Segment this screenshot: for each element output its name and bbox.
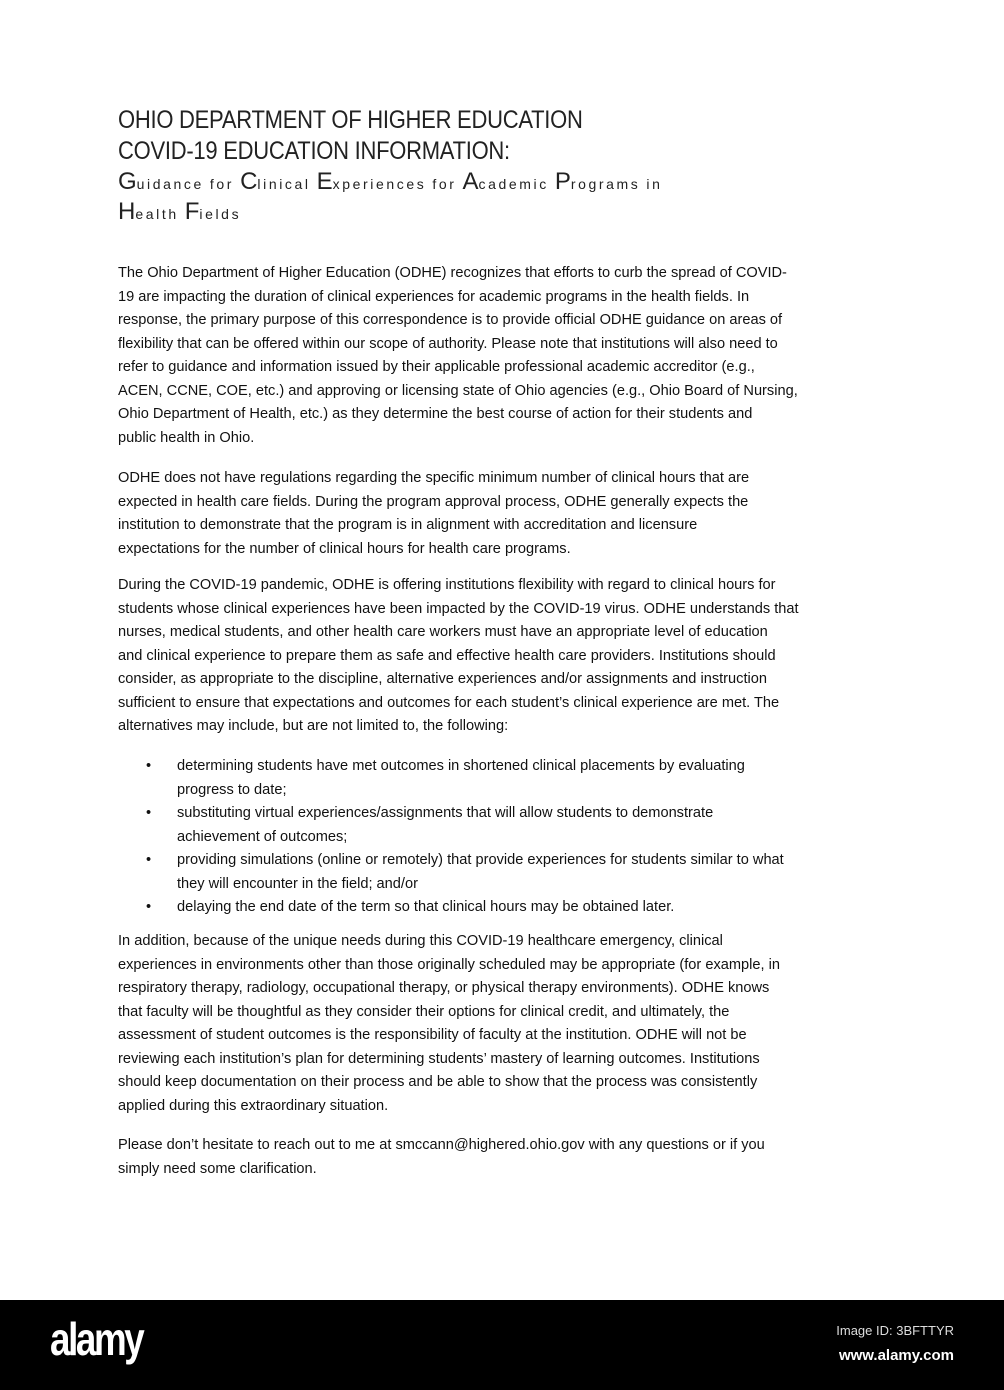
text-line: achievement of outcomes;	[177, 828, 348, 845]
text-line: alternatives may include, but are not limited to, the following:	[118, 718, 509, 734]
site-url: www.alamy.com	[838, 1347, 954, 1364]
paragraph-flexibility	[118, 574, 799, 739]
text-line: nurses, medical students, and other health care workers must have an appropriate level of education	[118, 624, 768, 640]
text-line: sufficient to ensure that expectations and outcomes for each student’s clinical experience are met. The	[118, 694, 780, 711]
bullet-icon: •	[146, 852, 152, 868]
subtitle-word: Guidance	[118, 168, 204, 195]
paragraph-contact	[118, 1134, 765, 1181]
paragraph-regulations	[118, 467, 749, 561]
text-line: experiences in environments other than those originally scheduled may be appropriate (for example, in	[118, 956, 780, 973]
text-line: substituting virtual experiences/assignments that will allow students to demonstrate	[177, 805, 714, 821]
text-line: The Ohio Department of Higher Education (ODHE) recognizes that efforts to curb the spread of COVID-	[118, 265, 787, 281]
text-line: progress to date;	[177, 781, 287, 798]
text-line: public health in Ohio.	[118, 429, 255, 446]
document-subtitle-line1	[118, 168, 669, 196]
text-line: expected in health care fields. During the program approval process, ODHE generally expects the	[118, 493, 749, 510]
subtitle-word: Academic	[462, 168, 549, 195]
subtitle-word: Clinical	[240, 168, 311, 195]
text-line: flexibility that can be offered within our scope of authority. Please note that institutions will also need to	[118, 335, 778, 352]
text-line: 19 are impacting the duration of clinical experiences for academic programs in the health fields. In	[118, 288, 750, 305]
subtitle-word: Programs	[554, 168, 641, 195]
text-line: During the COVID-19 pandemic, ODHE is offering institutions flexibility with regard to clinical hours for	[118, 577, 776, 593]
paragraph-intro	[118, 262, 798, 450]
list-item	[146, 849, 784, 896]
text-line: refer to guidance and information issued by their applicable professional academic accreditor (e.g.,	[118, 359, 755, 375]
text-line: ODHE does not have regulations regarding the specific minimum number of clinical hours that are	[118, 470, 750, 486]
subtitle-word: Fields	[184, 198, 242, 225]
text-line: determining students have met outcomes in shortened clinical placements by evaluating	[177, 758, 745, 774]
document-subtitle-line2	[118, 198, 247, 226]
alternatives-list	[146, 755, 784, 920]
subtitle-word: in	[646, 176, 663, 192]
list-item	[146, 802, 784, 849]
text-line: applied during this extraordinary situation.	[118, 1097, 389, 1114]
text-line: should keep documentation on their process and be able to show that the process was consistently	[118, 1074, 758, 1090]
text-line: institution to demonstrate that the program is in alignment with accreditation and licensure	[118, 517, 698, 533]
paragraph-additional	[118, 930, 780, 1118]
text-line: respiratory therapy, radiology, occupational therapy, or physical therapy environments). ODHE knows	[118, 980, 770, 996]
text-line: Please don’t hesitate to reach out to me at smccann@highered.ohio.gov with any questions or if you	[118, 1137, 765, 1153]
text-line: and clinical experience to prepare them as safe and effective health care providers. Institutions should	[118, 647, 776, 664]
text-line: providing simulations (online or remotely) that provide experiences for students similar to what	[177, 852, 784, 868]
text-line: delaying the end date of the term so that clinical hours may be obtained later.	[177, 899, 675, 915]
bullet-icon: •	[146, 899, 152, 915]
alamy-logo: alamy	[50, 1313, 143, 1365]
list-item	[146, 755, 784, 802]
text-line: reviewing each institution’s plan for determining students’ mastery of learning outcomes. Institutions	[118, 1050, 760, 1067]
document-title-line2: COVID-19 EDUCATION INFORMATION:	[118, 137, 510, 165]
bullet-icon: •	[146, 805, 152, 821]
text-line: assessment of student outcomes is the responsibility of faculty at the institution. ODHE will not be	[118, 1027, 747, 1043]
subtitle-word: for	[432, 176, 457, 192]
text-line: consider, as appropriate to the discipline, alternative experiences and/or assignments and instruction	[118, 671, 767, 687]
text-line: they will encounter in the field; and/or	[177, 875, 418, 892]
text-line: that faculty will be thoughtful as they consider their options for clinical credit, and ultimately, the	[118, 1003, 730, 1020]
text-line: In addition, because of the unique needs during this COVID-19 healthcare emergency, clinical	[118, 933, 723, 949]
bullet-icon: •	[146, 758, 152, 774]
image-id: Image ID: 3BFTTYR	[836, 1323, 954, 1338]
text-line: Ohio Department of Health, etc.) as they determine the best course of action for their students and	[118, 406, 753, 422]
subtitle-word: Health	[118, 198, 179, 225]
text-line: simply need some clarification.	[118, 1160, 317, 1177]
document-title-line1: OHIO DEPARTMENT OF HIGHER EDUCATION	[118, 106, 583, 134]
watermark-footer	[0, 1300, 1004, 1390]
text-line: ACEN, CCNE, COE, etc.) and approving or licensing state of Ohio agencies (e.g., Ohio Board of Nursing,	[118, 382, 798, 399]
text-line: response, the primary purpose of this correspondence is to provide official ODHE guidance on areas of	[118, 312, 783, 328]
list-item	[146, 896, 784, 920]
subtitle-word: Experiences	[316, 168, 427, 195]
text-line: students whose clinical experiences have been impacted by the COVID-19 virus. ODHE understands that	[118, 600, 799, 617]
text-line: expectations for the number of clinical hours for health care programs.	[118, 540, 571, 557]
subtitle-word: for	[209, 176, 235, 192]
